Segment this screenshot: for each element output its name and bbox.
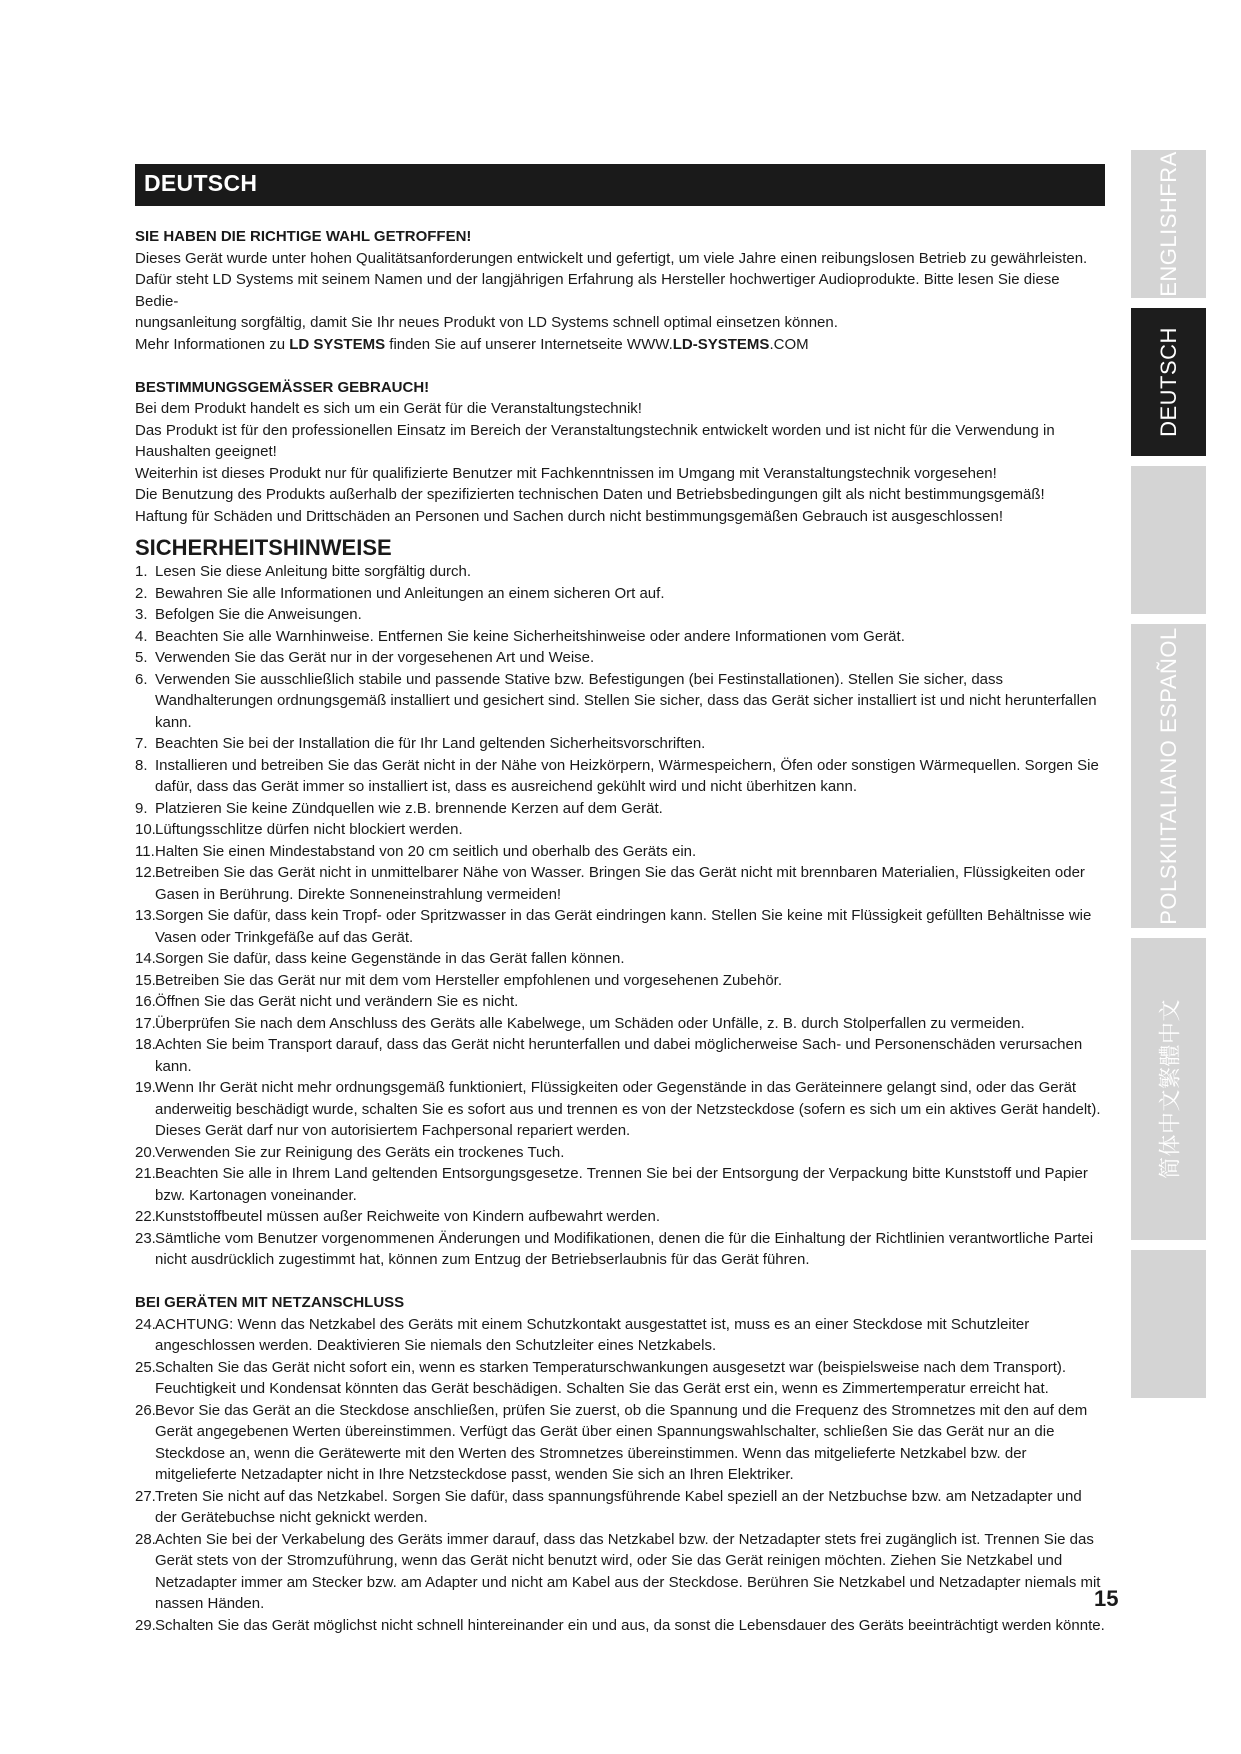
mains-list: [135, 1314, 1107, 1637]
item-number: 12.: [135, 864, 156, 881]
item-text: Lüftungsschlitze dürfen nicht blockiert werden.: [155, 821, 463, 838]
item-number: 29.: [135, 1616, 156, 1634]
list-item: [135, 905, 1107, 948]
item-number: 1.: [135, 563, 148, 580]
list-item: [135, 604, 1107, 626]
list-item: [135, 626, 1107, 648]
list-item: [135, 970, 1107, 992]
item-text: Platzieren Sie keine Zündquellen wie z.B. brennende Kerzen auf dem Gerät.: [155, 799, 663, 817]
item-number: 10.: [135, 821, 156, 838]
intro-heading: SIE HABEN DIE RICHTIGE WAHL GETROFFEN!: [135, 228, 472, 245]
item-number: 3.: [135, 606, 148, 623]
item-text: Verwenden Sie das Gerät nur in der vorgesehenen Art und Weise.: [155, 649, 595, 666]
list-item: [135, 1077, 1107, 1142]
item-number: 22.: [135, 1208, 156, 1225]
language-title: DEUTSCH: [144, 170, 258, 196]
item-text: Betreiben Sie das Gerät nur mit dem vom Hersteller empfohlenen und vorgesehenen Zubehör.: [155, 971, 783, 989]
item-number: 15.: [135, 971, 156, 989]
list-item: [135, 1142, 1107, 1164]
language-tab[interactable]: [1131, 308, 1206, 456]
language-tab-label: POLSKIITALIANO ESPAÑOL: [1155, 627, 1181, 925]
item-number: 6.: [135, 670, 148, 688]
item-number: 25.: [135, 1358, 156, 1376]
list-item: [135, 669, 1107, 734]
list-item: [135, 991, 1107, 1013]
intended-use-line: Haushalten geeignet!: [135, 443, 277, 460]
mains-heading: BEI GERÄTEN MIT NETZANSCHLUSS: [135, 1294, 405, 1311]
list-item: [135, 561, 1107, 583]
intro-line: Dieses Gerät wurde unter hohen Qualitätsanforderungen entwickelt und gefertigt, um viele Jahre einen reibungslosen Betrieb zu gewährleisten.: [135, 249, 1088, 267]
item-text: Treten Sie nicht auf das Netzkabel. Sorgen Sie dafür, dass spannungsführende Kabel speziell an der Netzbuchse bzw. am Netzadapter und der Gerätebuchse nicht geknickt werden.: [155, 1487, 1082, 1526]
more-info-line: [135, 334, 1107, 356]
item-text: Beachten Sie alle Warnhinweise. Entfernen Sie keine Sicherheitshinweise oder andere Informationen vom Gerät.: [155, 627, 905, 645]
list-item: [135, 841, 1107, 863]
list-item: [135, 647, 1107, 669]
item-number: 27.: [135, 1487, 156, 1505]
safety-heading: SICHERHEITSHINWEISE: [135, 535, 392, 560]
intended-use-line: Haftung für Schäden und Drittschäden an Personen und Sachen durch nicht bestimmungsgemäßen Gebrauch ist ausgeschlossen!: [135, 507, 1004, 525]
item-number: 23.: [135, 1229, 156, 1247]
list-item: [135, 755, 1107, 798]
item-text: Überprüfen Sie nach dem Anschluss des Geräts alle Kabelwege, um Schäden oder Unfälle, z. B. durch Stolperfallen zu vermeiden.: [155, 1014, 1025, 1032]
item-number: 4.: [135, 627, 148, 645]
item-number: 28.: [135, 1530, 156, 1548]
website-link[interactable]: LD-SYSTEMS: [672, 335, 770, 353]
website-suffix: .COM: [769, 335, 809, 353]
list-item: [135, 733, 1107, 755]
safety-list: [135, 561, 1107, 1271]
item-number: 26.: [135, 1401, 156, 1419]
list-item: [135, 798, 1107, 820]
item-text: Halten Sie einen Mindestabstand von 20 cm seitlich und oberhalb des Geräts ein.: [155, 842, 697, 860]
item-text: Sämtliche vom Benutzer vorgenommenen Änderungen und Modifikationen, denen die für die Einhaltung der Richtlinien verantwortliche Partei nicht ausdrücklich zugestimmt hat, können zum Entzug der Betriebserlaubnis für das Gerät führen.: [155, 1229, 1094, 1268]
intro-line: nungsanleitung sorgfältig, damit Sie Ihr neues Produkt von LD Systems schnell optimal einsetzen können.: [135, 314, 838, 331]
item-text: Bevor Sie das Gerät an die Steckdose anschließen, prüfen Sie zuerst, ob die Spannung und die Frequenz des Stromnetzes mit den auf dem Gerät angegebenen Werten übereinstimmen. Verfügt das Gerät über einen Spannungswahlschalter, schließen Sie das Gerät nur an die Steckdose an, wenn die Gerätewerte mit den Werten des Stromnetzes übereinstimmen. Wenn das mitgelieferte Netzkabel bzw. der mitgelieferte Netzadapter nicht in Ihre Netzsteckdose passt, wenden Sie sich an Ihren Elektriker.: [155, 1401, 1088, 1483]
list-item: [135, 862, 1107, 905]
item-text: ACHTUNG: Wenn das Netzkabel des Geräts mit einem Schutzkontakt ausgestattet ist, muss es an einer Steckdose mit Schutzleiter angeschlossen werden. Deaktivieren Sie niemals den Schutzleiter eines Netzkabels.: [155, 1315, 1030, 1354]
list-item: [135, 1314, 1107, 1357]
intended-use-text: [135, 398, 1107, 527]
item-text: Beachten Sie bei der Installation die für Ihr Land geltenden Sicherheitsvorschriften.: [155, 735, 706, 752]
language-tabs: [1131, 0, 1208, 1754]
item-text: Beachten Sie alle in Ihrem Land geltenden Entsorgungsgesetze. Trennen Sie bei der Entsorgung der Verpackung bitte Kunststoff und Papier bzw. Kartonagen voneinander.: [155, 1165, 1088, 1204]
item-text: Schalten Sie das Gerät möglichst nicht schnell hintereinander ein und aus, da sonst die Lebensdauer des Geräts beeinträchtigt werden könnte.: [155, 1616, 1105, 1634]
item-text: Verwenden Sie ausschließlich stabile und passende Stative bzw. Befestigungen (bei Festinstallationen). Stellen Sie sicher, dass Wandhalterungen ordnungsgemäß installiert und gesichert sind. Stellen Sie sicher, dass das Gerät sicher installiert ist und nicht herunterfallen kann.: [155, 670, 1097, 731]
item-number: 19.: [135, 1079, 156, 1096]
item-text: Achten Sie bei der Verkabelung des Geräts immer darauf, dass das Netzkabel bzw. der Netzadapter stets frei zugänglich ist. Trennen Sie das Gerät stets von der Stromzuführung, wenn das Gerät nicht benutzt wird, oder Sie das Gerät reinigen möchten. Ziehen Sie Netzkabel und Netzadapter immer am Stecker bzw. am Adapter und nicht am Kabel aus der Steckdose. Berühren Sie Netzkabel und Netzadapter niemals mit nassen Händen.: [155, 1530, 1101, 1612]
language-tab[interactable]: [1131, 466, 1206, 614]
item-number: 2.: [135, 584, 148, 602]
language-tab[interactable]: [1131, 938, 1206, 1240]
more-prefix: Mehr Informationen zu: [135, 335, 286, 353]
intended-use-line: Weiterhin ist dieses Produkt nur für qualifizierte Benutzer mit Fachkenntnissen im Umgang mit Veranstaltungstechnik vorgesehen!: [135, 464, 997, 482]
list-item: [135, 1486, 1107, 1529]
item-number: 5.: [135, 649, 148, 666]
language-header: [135, 164, 1105, 206]
page-number: 15: [1094, 1586, 1119, 1611]
language-tab-label: ENGLISHFRA: [1155, 151, 1181, 297]
item-number: 14.: [135, 950, 156, 967]
item-text: Installieren und betreiben Sie das Gerät nicht in der Nähe von Heizkörpern, Wärmespeichern, Öfen oder sonstigen Wärmequellen. Sorgen Sie dafür, dass das Gerät immer so installiert ist, dass es ausreichend gekühlt wird und nicht überhitzen kann.: [155, 756, 1099, 795]
intended-use-line: Bei dem Produkt handelt es sich um ein Gerät für die Veranstaltungstechnik!: [135, 400, 642, 417]
intended-use-line: Die Benutzung des Produkts außerhalb der spezifizierten technischen Daten und Betriebsbedingungen gilt als nicht bestimmungsgemäß!: [135, 486, 1045, 503]
item-text: Verwenden Sie zur Reinigung des Geräts ein trockenes Tuch.: [155, 1143, 565, 1161]
item-number: 8.: [135, 756, 148, 774]
item-text: Achten Sie beim Transport darauf, dass das Gerät nicht herunterfallen und dabei möglicherweise Sach- und Personenschäden verursachen kann.: [155, 1036, 1083, 1075]
list-item: [135, 1615, 1107, 1637]
item-number: 21.: [135, 1165, 156, 1182]
item-number: 17.: [135, 1014, 156, 1032]
brand-name: LD SYSTEMS: [289, 335, 386, 353]
language-tab[interactable]: [1131, 150, 1206, 298]
list-item: [135, 1228, 1107, 1271]
item-number: 18.: [135, 1036, 156, 1053]
list-item: [135, 819, 1107, 841]
item-text: Bewahren Sie alle Informationen und Anleitungen an einem sicheren Ort auf.: [155, 584, 665, 602]
intended-use-line: Das Produkt ist für den professionellen Einsatz im Bereich der Veranstaltungstechnik entwickelt worden und ist nicht für die Verwendung in: [135, 421, 1055, 439]
list-item: [135, 1034, 1107, 1077]
item-text: Wenn Ihr Gerät nicht mehr ordnungsgemäß funktioniert, Flüssigkeiten oder Gegenstände in das Geräteinnere gelangt sind, oder das Gerät anderweitig beschädigt wurde, schalten Sie es sofort aus und trennen es von der Netzsteckdose (sofern es sich um ein aktives Gerät handelt). Dieses Gerät darf nur von autorisiertem Fachpersonal repariert werden.: [155, 1079, 1101, 1139]
list-item: [135, 1529, 1107, 1615]
item-text: Schalten Sie das Gerät nicht sofort ein, wenn es starken Temperaturschwankungen ausgesetzt war (beispielsweise nach dem Transport). Feuchtigkeit und Kondensat könnten das Gerät beschädigen. Schalten Sie das Gerät erst ein, wenn es Zimmertemperatur erreicht hat.: [155, 1358, 1067, 1397]
item-number: 20.: [135, 1143, 156, 1161]
language-tab-label: 简体中文繁體中文: [1157, 998, 1182, 1180]
item-number: 13.: [135, 907, 156, 924]
item-number: 16.: [135, 993, 156, 1010]
language-tab[interactable]: [1131, 624, 1206, 928]
language-tab[interactable]: [1131, 1250, 1206, 1398]
item-number: 9.: [135, 799, 148, 817]
item-text: Kunststoffbeutel müssen außer Reichweite von Kindern aufbewahrt werden.: [155, 1208, 661, 1225]
item-text: Betreiben Sie das Gerät nicht in unmittelbarer Nähe von Wasser. Bringen Sie das Gerät nicht mit brennbaren Materialien, Flüssigkeiten oder Gasen in Berührung. Direkte Sonneneinstrahlung vermeiden!: [155, 864, 1085, 903]
item-number: 11.: [135, 842, 155, 860]
main-content: [135, 226, 1107, 1636]
list-item: [135, 1400, 1107, 1486]
language-tab-label: DEUTSCH: [1155, 327, 1181, 437]
item-number: 7.: [135, 735, 148, 752]
item-text: Lesen Sie diese Anleitung bitte sorgfältig durch.: [155, 563, 472, 580]
list-item: [135, 948, 1107, 970]
list-item: [135, 1013, 1107, 1035]
list-item: [135, 1163, 1107, 1206]
more-middle: finden Sie auf unserer Internetseite WWW.: [389, 335, 673, 353]
list-item: [135, 1206, 1107, 1228]
item-text: Befolgen Sie die Anweisungen.: [155, 606, 362, 623]
list-item: [135, 1357, 1107, 1400]
list-item: [135, 583, 1107, 605]
intended-use-heading: BESTIMMUNGSGEMÄSSER GEBRAUCH!: [135, 378, 430, 396]
intro-line: Dafür steht LD Systems mit seinem Namen und der langjährigen Erfahrung als Hersteller hochwertiger Audioprodukte. Bitte lesen Sie diese Bedie-: [135, 271, 1060, 310]
item-number: 24.: [135, 1315, 156, 1333]
item-text: Sorgen Sie dafür, dass kein Tropf- oder Spritzwasser in das Gerät eindringen kann. Stellen Sie keine mit Flüssigkeit gefüllten Behältnisse wie Vasen oder Trinkgefäße auf das Gerät.: [155, 907, 1092, 946]
item-text: Sorgen Sie dafür, dass keine Gegenstände in das Gerät fallen können.: [155, 950, 625, 967]
item-text: Öffnen Sie das Gerät nicht und verändern Sie es nicht.: [155, 993, 519, 1010]
